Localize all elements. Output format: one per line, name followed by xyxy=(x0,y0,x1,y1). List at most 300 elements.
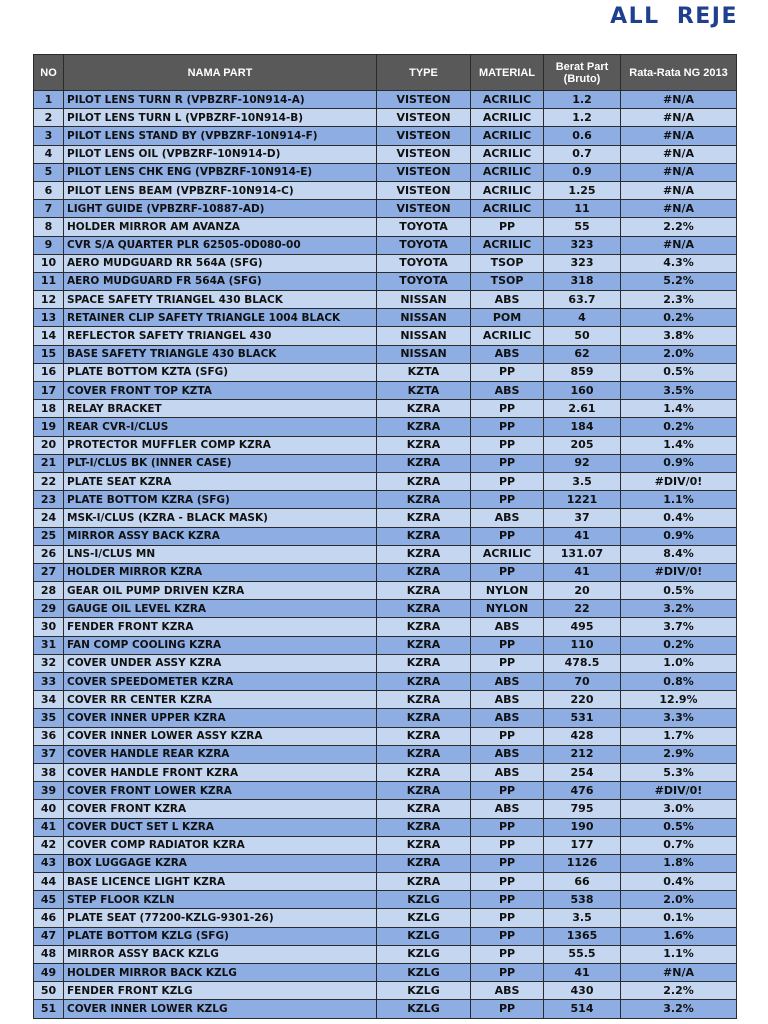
cell-nama-part: MIRROR ASSY BACK KZRA xyxy=(64,527,377,545)
cell-nama-part: RETAINER CLIP SAFETY TRIANGLE 1004 BLACK xyxy=(64,309,377,327)
table-row xyxy=(34,618,737,636)
cell-material: PP xyxy=(471,854,544,872)
cell-ng: 0.5% xyxy=(621,582,737,600)
table-row xyxy=(34,127,737,145)
table-row xyxy=(34,1000,737,1018)
cell-ng: 0.2% xyxy=(621,309,737,327)
cell-berat: 514 xyxy=(544,1000,621,1018)
cell-ng: #N/A xyxy=(621,236,737,254)
cell-type: VISTEON xyxy=(377,127,471,145)
cell-material: PP xyxy=(471,964,544,982)
cell-berat: 1221 xyxy=(544,491,621,509)
cell-ng: 5.2% xyxy=(621,272,737,290)
cell-type: VISTEON xyxy=(377,91,471,109)
cell-material: ABS xyxy=(471,382,544,400)
cell-type: TOYOTA xyxy=(377,272,471,290)
table-row xyxy=(34,109,737,127)
cell-berat: 55 xyxy=(544,218,621,236)
cell-berat: 859 xyxy=(544,363,621,381)
cell-type: VISTEON xyxy=(377,145,471,163)
cell-berat: 190 xyxy=(544,818,621,836)
cell-no: 50 xyxy=(34,982,64,1000)
cell-ng: 1.4% xyxy=(621,436,737,454)
cell-type: KZRA xyxy=(377,709,471,727)
cell-no: 9 xyxy=(34,236,64,254)
cell-berat: 323 xyxy=(544,254,621,272)
cell-no: 6 xyxy=(34,181,64,199)
cell-type: KZRA xyxy=(377,727,471,745)
cell-material: ABS xyxy=(471,745,544,763)
cell-nama-part: FENDER FRONT KZLG xyxy=(64,982,377,1000)
cell-berat: 4 xyxy=(544,309,621,327)
table-row xyxy=(34,181,737,199)
cell-no: 20 xyxy=(34,436,64,454)
table-row xyxy=(34,818,737,836)
cell-ng: 1.6% xyxy=(621,927,737,945)
cell-no: 36 xyxy=(34,727,64,745)
cell-no: 44 xyxy=(34,873,64,891)
cell-type: VISTEON xyxy=(377,109,471,127)
cell-no: 40 xyxy=(34,800,64,818)
cell-ng: #DIV/0! xyxy=(621,472,737,490)
cell-ng: #N/A xyxy=(621,200,737,218)
cell-material: ABS xyxy=(471,800,544,818)
cell-no: 41 xyxy=(34,818,64,836)
cell-type: KZRA xyxy=(377,582,471,600)
cell-ng: 0.5% xyxy=(621,818,737,836)
header-berat-part xyxy=(544,55,621,91)
cell-material: PP xyxy=(471,1000,544,1018)
cell-material: PP xyxy=(471,563,544,581)
cell-no: 7 xyxy=(34,200,64,218)
cell-no: 15 xyxy=(34,345,64,363)
cell-type: KZRA xyxy=(377,854,471,872)
cell-no: 48 xyxy=(34,945,64,963)
cell-berat: 37 xyxy=(544,509,621,527)
cell-berat: 62 xyxy=(544,345,621,363)
cell-no: 10 xyxy=(34,254,64,272)
cell-no: 13 xyxy=(34,309,64,327)
cell-material: ACRILIC xyxy=(471,109,544,127)
cell-nama-part: REAR CVR-I/CLUS xyxy=(64,418,377,436)
cell-no: 51 xyxy=(34,1000,64,1018)
cell-material: PP xyxy=(471,218,544,236)
cell-ng: 2.2% xyxy=(621,982,737,1000)
cell-material: PP xyxy=(471,400,544,418)
cell-nama-part: BOX LUGGAGE KZRA xyxy=(64,854,377,872)
cell-no: 47 xyxy=(34,927,64,945)
cell-type: KZRA xyxy=(377,673,471,691)
cell-no: 28 xyxy=(34,582,64,600)
cell-no: 21 xyxy=(34,454,64,472)
cell-material: PP xyxy=(471,836,544,854)
cell-no: 14 xyxy=(34,327,64,345)
cell-nama-part: COVER DUCT SET L KZRA xyxy=(64,818,377,836)
cell-type: KZRA xyxy=(377,800,471,818)
table-row xyxy=(34,491,737,509)
cell-type: KZRA xyxy=(377,527,471,545)
cell-ng: 5.3% xyxy=(621,763,737,781)
cell-nama-part: GAUGE OIL LEVEL KZRA xyxy=(64,600,377,618)
table-row xyxy=(34,545,737,563)
cell-berat: 531 xyxy=(544,709,621,727)
cell-type: TOYOTA xyxy=(377,254,471,272)
cell-nama-part: AERO MUDGUARD FR 564A (SFG) xyxy=(64,272,377,290)
cell-nama-part: COVER SPEEDOMETER KZRA xyxy=(64,673,377,691)
cell-nama-part: COVER INNER UPPER KZRA xyxy=(64,709,377,727)
cell-type: NISSAN xyxy=(377,291,471,309)
cell-no: 34 xyxy=(34,691,64,709)
cell-berat: 0.6 xyxy=(544,127,621,145)
cell-nama-part: HOLDER MIRROR KZRA xyxy=(64,563,377,581)
cell-type: NISSAN xyxy=(377,327,471,345)
table-row xyxy=(34,145,737,163)
cell-type: KZLG xyxy=(377,982,471,1000)
header-berat-line2: (Bruto) xyxy=(563,72,601,85)
cell-no: 43 xyxy=(34,854,64,872)
cell-nama-part: STEP FLOOR KZLN xyxy=(64,891,377,909)
cell-material: ABS xyxy=(471,691,544,709)
cell-type: KZRA xyxy=(377,472,471,490)
cell-type: KZRA xyxy=(377,545,471,563)
cell-ng: 2.0% xyxy=(621,891,737,909)
cell-no: 29 xyxy=(34,600,64,618)
cell-nama-part: COVER FRONT LOWER KZRA xyxy=(64,782,377,800)
cell-no: 45 xyxy=(34,891,64,909)
cell-ng: #N/A xyxy=(621,964,737,982)
table-row xyxy=(34,854,737,872)
cell-ng: 1.1% xyxy=(621,945,737,963)
cell-type: KZRA xyxy=(377,654,471,672)
cell-berat: 66 xyxy=(544,873,621,891)
cell-ng: 3.3% xyxy=(621,709,737,727)
cell-nama-part: COVER RR CENTER KZRA xyxy=(64,691,377,709)
cell-material: PP xyxy=(471,418,544,436)
cell-ng: 0.5% xyxy=(621,363,737,381)
table-row xyxy=(34,363,737,381)
page-title: ALL REJE xyxy=(610,4,738,29)
cell-type: KZLG xyxy=(377,927,471,945)
cell-material: ACRILIC xyxy=(471,236,544,254)
table-row xyxy=(34,163,737,181)
table-row xyxy=(34,673,737,691)
cell-ng: #N/A xyxy=(621,163,737,181)
cell-type: VISTEON xyxy=(377,181,471,199)
cell-ng: #DIV/0! xyxy=(621,782,737,800)
table-row xyxy=(34,236,737,254)
table-row xyxy=(34,382,737,400)
table-row xyxy=(34,454,737,472)
cell-type: KZRA xyxy=(377,691,471,709)
cell-material: ABS xyxy=(471,709,544,727)
table-row xyxy=(34,291,737,309)
cell-no: 27 xyxy=(34,563,64,581)
cell-ng: 0.2% xyxy=(621,636,737,654)
cell-type: KZRA xyxy=(377,418,471,436)
cell-berat: 41 xyxy=(544,964,621,982)
cell-ng: 1.0% xyxy=(621,654,737,672)
table-row xyxy=(34,836,737,854)
cell-nama-part: COVER INNER LOWER ASSY KZRA xyxy=(64,727,377,745)
table-row xyxy=(34,891,737,909)
cell-no: 37 xyxy=(34,745,64,763)
cell-ng: 1.7% xyxy=(621,727,737,745)
cell-ng: #N/A xyxy=(621,181,737,199)
table-row xyxy=(34,582,737,600)
cell-nama-part: PLT-I/CLUS BK (INNER CASE) xyxy=(64,454,377,472)
cell-berat: 3.5 xyxy=(544,909,621,927)
cell-nama-part: LIGHT GUIDE (VPBZRF-10887-AD) xyxy=(64,200,377,218)
cell-nama-part: REFLECTOR SAFETY TRIANGEL 430 xyxy=(64,327,377,345)
cell-berat: 478.5 xyxy=(544,654,621,672)
cell-no: 35 xyxy=(34,709,64,727)
cell-berat: 160 xyxy=(544,382,621,400)
cell-material: PP xyxy=(471,727,544,745)
cell-type: KZRA xyxy=(377,618,471,636)
header-berat-line1: Berat Part xyxy=(555,60,609,73)
cell-ng: 2.3% xyxy=(621,291,737,309)
cell-no: 23 xyxy=(34,491,64,509)
cell-berat: 41 xyxy=(544,563,621,581)
cell-ng: 3.2% xyxy=(621,600,737,618)
table-row xyxy=(34,782,737,800)
table-row xyxy=(34,873,737,891)
cell-berat: 41 xyxy=(544,527,621,545)
parts-table xyxy=(33,54,737,1019)
cell-material: ABS xyxy=(471,509,544,527)
cell-nama-part: COVER UNDER ASSY KZRA xyxy=(64,654,377,672)
cell-nama-part: COVER HANDLE REAR KZRA xyxy=(64,745,377,763)
cell-nama-part: PLATE SEAT (77200-KZLG-9301-26) xyxy=(64,909,377,927)
cell-material: PP xyxy=(471,472,544,490)
cell-ng: 0.2% xyxy=(621,418,737,436)
cell-ng: 0.9% xyxy=(621,454,737,472)
cell-ng: #N/A xyxy=(621,145,737,163)
cell-material: ABS xyxy=(471,345,544,363)
cell-berat: 323 xyxy=(544,236,621,254)
cell-no: 31 xyxy=(34,636,64,654)
cell-nama-part: COVER HANDLE FRONT KZRA xyxy=(64,763,377,781)
cell-nama-part: PILOT LENS CHK ENG (VPBZRF-10N914-E) xyxy=(64,163,377,181)
cell-berat: 177 xyxy=(544,836,621,854)
cell-type: KZRA xyxy=(377,454,471,472)
cell-nama-part: GEAR OIL PUMP DRIVEN KZRA xyxy=(64,582,377,600)
table-row xyxy=(34,400,737,418)
cell-ng: 3.2% xyxy=(621,1000,737,1018)
cell-ng: 0.4% xyxy=(621,509,737,527)
cell-ng: #DIV/0! xyxy=(621,563,737,581)
cell-ng: 2.2% xyxy=(621,218,737,236)
cell-type: KZRA xyxy=(377,636,471,654)
table-row xyxy=(34,800,737,818)
cell-type: VISTEON xyxy=(377,200,471,218)
cell-nama-part: MIRROR ASSY BACK KZLG xyxy=(64,945,377,963)
cell-berat: 428 xyxy=(544,727,621,745)
cell-berat: 212 xyxy=(544,745,621,763)
cell-no: 30 xyxy=(34,618,64,636)
cell-nama-part: HOLDER MIRROR BACK KZLG xyxy=(64,964,377,982)
header-material: MATERIAL xyxy=(471,55,544,91)
cell-berat: 1.2 xyxy=(544,109,621,127)
cell-nama-part: PROTECTOR MUFFLER COMP KZRA xyxy=(64,436,377,454)
cell-ng: 0.1% xyxy=(621,909,737,927)
table-row xyxy=(34,309,737,327)
cell-nama-part: COVER INNER LOWER KZLG xyxy=(64,1000,377,1018)
cell-type: TOYOTA xyxy=(377,218,471,236)
cell-type: KZLG xyxy=(377,891,471,909)
cell-type: KZRA xyxy=(377,436,471,454)
cell-ng: 8.4% xyxy=(621,545,737,563)
cell-berat: 50 xyxy=(544,327,621,345)
cell-berat: 0.7 xyxy=(544,145,621,163)
cell-nama-part: PLATE SEAT KZRA xyxy=(64,472,377,490)
cell-ng: 0.8% xyxy=(621,673,737,691)
cell-nama-part: LNS-I/CLUS MN xyxy=(64,545,377,563)
table-row xyxy=(34,327,737,345)
cell-berat: 795 xyxy=(544,800,621,818)
cell-nama-part: COVER COMP RADIATOR KZRA xyxy=(64,836,377,854)
cell-ng: 3.8% xyxy=(621,327,737,345)
cell-material: PP xyxy=(471,782,544,800)
cell-berat: 22 xyxy=(544,600,621,618)
table-row xyxy=(34,927,737,945)
cell-material: POM xyxy=(471,309,544,327)
cell-nama-part: PILOT LENS TURN R (VPBZRF-10N914-A) xyxy=(64,91,377,109)
cell-berat: 0.9 xyxy=(544,163,621,181)
cell-ng: 0.9% xyxy=(621,527,737,545)
cell-nama-part: COVER FRONT KZRA xyxy=(64,800,377,818)
cell-type: KZLG xyxy=(377,945,471,963)
cell-material: PP xyxy=(471,363,544,381)
cell-nama-part: MSK-I/CLUS (KZRA - BLACK MASK) xyxy=(64,509,377,527)
table-row xyxy=(34,964,737,982)
table-row xyxy=(34,472,737,490)
cell-no: 32 xyxy=(34,654,64,672)
table-row xyxy=(34,727,737,745)
cell-no: 5 xyxy=(34,163,64,181)
cell-material: PP xyxy=(471,454,544,472)
cell-nama-part: RELAY BRACKET xyxy=(64,400,377,418)
table-row xyxy=(34,509,737,527)
cell-material: PP xyxy=(471,636,544,654)
cell-ng: 3.5% xyxy=(621,382,737,400)
cell-no: 49 xyxy=(34,964,64,982)
table-row xyxy=(34,636,737,654)
cell-type: KZRA xyxy=(377,509,471,527)
cell-no: 42 xyxy=(34,836,64,854)
cell-material: TSOP xyxy=(471,272,544,290)
table-row xyxy=(34,527,737,545)
cell-berat: 11 xyxy=(544,200,621,218)
cell-type: KZRA xyxy=(377,836,471,854)
cell-no: 39 xyxy=(34,782,64,800)
cell-no: 22 xyxy=(34,472,64,490)
cell-material: NYLON xyxy=(471,600,544,618)
cell-no: 24 xyxy=(34,509,64,527)
cell-berat: 476 xyxy=(544,782,621,800)
cell-type: KZRA xyxy=(377,600,471,618)
cell-berat: 3.5 xyxy=(544,472,621,490)
cell-material: ACRILIC xyxy=(471,163,544,181)
cell-material: PP xyxy=(471,873,544,891)
cell-nama-part: FENDER FRONT KZRA xyxy=(64,618,377,636)
table-row xyxy=(34,436,737,454)
cell-no: 26 xyxy=(34,545,64,563)
cell-berat: 205 xyxy=(544,436,621,454)
cell-berat: 538 xyxy=(544,891,621,909)
cell-type: KZRA xyxy=(377,782,471,800)
cell-type: KZRA xyxy=(377,400,471,418)
cell-no: 12 xyxy=(34,291,64,309)
cell-type: NISSAN xyxy=(377,309,471,327)
cell-type: KZRA xyxy=(377,491,471,509)
cell-ng: 4.3% xyxy=(621,254,737,272)
cell-type: KZRA xyxy=(377,873,471,891)
cell-ng: 3.7% xyxy=(621,618,737,636)
cell-type: KZRA xyxy=(377,763,471,781)
cell-ng: #N/A xyxy=(621,127,737,145)
cell-material: PP xyxy=(471,909,544,927)
cell-type: KZLG xyxy=(377,1000,471,1018)
cell-type: KZLG xyxy=(377,964,471,982)
table-row xyxy=(34,345,737,363)
cell-nama-part: SPACE SAFETY TRIANGEL 430 BLACK xyxy=(64,291,377,309)
table-row xyxy=(34,691,737,709)
table-row xyxy=(34,254,737,272)
cell-type: KZRA xyxy=(377,745,471,763)
cell-type: KZTA xyxy=(377,382,471,400)
cell-nama-part: COVER FRONT TOP KZTA xyxy=(64,382,377,400)
cell-berat: 2.61 xyxy=(544,400,621,418)
cell-type: KZTA xyxy=(377,363,471,381)
cell-berat: 1365 xyxy=(544,927,621,945)
cell-nama-part: PLATE BOTTOM KZRA (SFG) xyxy=(64,491,377,509)
cell-ng: 2.0% xyxy=(621,345,737,363)
cell-material: PP xyxy=(471,927,544,945)
cell-material: ACRILIC xyxy=(471,127,544,145)
cell-material: PP xyxy=(471,818,544,836)
cell-berat: 1126 xyxy=(544,854,621,872)
cell-nama-part: PILOT LENS STAND BY (VPBZRF-10N914-F) xyxy=(64,127,377,145)
cell-material: ACRILIC xyxy=(471,327,544,345)
cell-berat: 1.25 xyxy=(544,181,621,199)
table-row xyxy=(34,218,737,236)
cell-berat: 430 xyxy=(544,982,621,1000)
cell-nama-part: PLATE BOTTOM KZTA (SFG) xyxy=(64,363,377,381)
cell-no: 2 xyxy=(34,109,64,127)
table-row xyxy=(34,763,737,781)
cell-no: 19 xyxy=(34,418,64,436)
cell-berat: 220 xyxy=(544,691,621,709)
cell-no: 25 xyxy=(34,527,64,545)
cell-no: 33 xyxy=(34,673,64,691)
table-header-row xyxy=(34,55,737,91)
cell-type: KZRA xyxy=(377,818,471,836)
cell-no: 16 xyxy=(34,363,64,381)
cell-no: 1 xyxy=(34,91,64,109)
cell-type: KZLG xyxy=(377,909,471,927)
cell-material: PP xyxy=(471,436,544,454)
cell-ng: 3.0% xyxy=(621,800,737,818)
cell-material: ABS xyxy=(471,673,544,691)
table-row xyxy=(34,982,737,1000)
cell-type: TOYOTA xyxy=(377,236,471,254)
cell-type: KZRA xyxy=(377,563,471,581)
cell-material: ACRILIC xyxy=(471,91,544,109)
table-row xyxy=(34,654,737,672)
cell-no: 18 xyxy=(34,400,64,418)
cell-berat: 495 xyxy=(544,618,621,636)
